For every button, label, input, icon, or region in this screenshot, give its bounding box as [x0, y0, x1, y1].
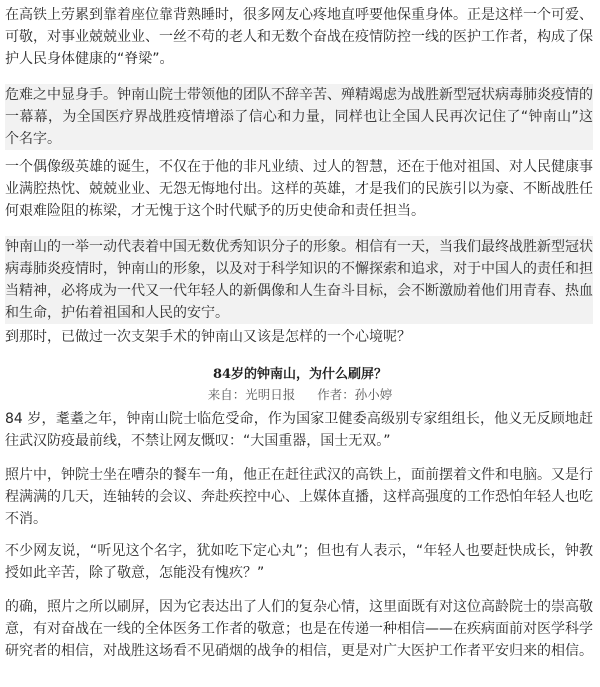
- paragraph-1: 在高铁上劳累到靠着座位靠背熟睡时，很多网友心疼地直呼要他保重身体。正是这样一个可爱、可敬，对事业兢兢业业、一丝不苟的老人和无数个奋战在疫情防控一线的医护工作者，构成了保护人民身体健康的“脊梁”。: [5, 7, 593, 67]
- paragraph-7: 照片中，钟院士坐在嘈杂的餐车一角，他正在赶往武汉的高铁上，面前摆着文件和电脑。又是行程满满的几天，连轴转的会议、奔赴疾控中心、上媒体直播，这样高强度的工作恐怕年轻人也吃不消。: [5, 467, 593, 527]
- paragraph-4: 钟南山的一举一动代表着中国无数优秀知识分子的形象。相信有一天，当我们最终战胜新型冠状病毒肺炎疫情时，钟南山的形象，以及对于科学知识的不懈探索和追求，对于中国人的责任和担当精神，必将成为一代又一代年轻人的新偶像和人生奋斗目标，会不断激励着他们用青春、热血和生命，护佑着祖国和人民的安宁。: [5, 236, 593, 324]
- paragraph-5: 到那时，已做过一次支架手术的钟南山又该是怎样的一个心境呢？: [5, 329, 411, 345]
- paragraph-3: 一个偶像级英雄的诞生，不仅在于他的非凡业绩、过人的智慧，还在于他对祖国、对人民健康事业满腔热忱、兢兢业业、无怨无悔地付出。这样的英雄，才是我们的民族引以为豪、不断战胜任何艰难险阻的栋梁，才无愧于这个时代赋予的历史使命和责任担当。: [5, 159, 593, 219]
- source-label: 来自：光明日报: [207, 387, 296, 402]
- article-title: 84岁的钟南山，为什么刷屏？: [212, 367, 388, 382]
- paragraph-2: 危难之中显身手。钟南山院士带领他的团队不辞辛苦、殚精竭虑为战胜新型冠状病毒肺炎疫情的一幕幕，为全国医疗界战胜疫情增添了信心和力量，同样也让全国人民再次记住了“钟南山”这个名字。: [5, 84, 593, 150]
- paragraph-6: 84 岁，耄耋之年，钟南山院士临危受命，作为国家卫健委高级别专家组组长，他义无反顾地赶往武汉防疫最前线，不禁让网友慨叹：“大国重器，国士无双。”: [5, 411, 593, 449]
- author-label: 作者：孙小婷: [317, 387, 393, 402]
- paragraph-9: 的确，照片之所以刷屏，因为它表达出了人们的复杂心情，这里面既有对这位高龄院士的崇高敬意，有对奋战在一线的全体医务工作者的敬意；也是在传递一种相信——在疾病面前对医学科学研究者的相信，对战胜这场看不见硝烟的战争的相信，更是对广大医护工作者平安归来的相信。: [5, 599, 593, 659]
- article-byline: [0, 386, 600, 404]
- paragraph-8: 不少网友说，“听见这个名字，犹如吃下定心丸”；但也有人表示，“年轻人也要赶快成长，钟教授如此辛苦，除了敬意，怎能没有愧疚？”: [5, 543, 593, 581]
